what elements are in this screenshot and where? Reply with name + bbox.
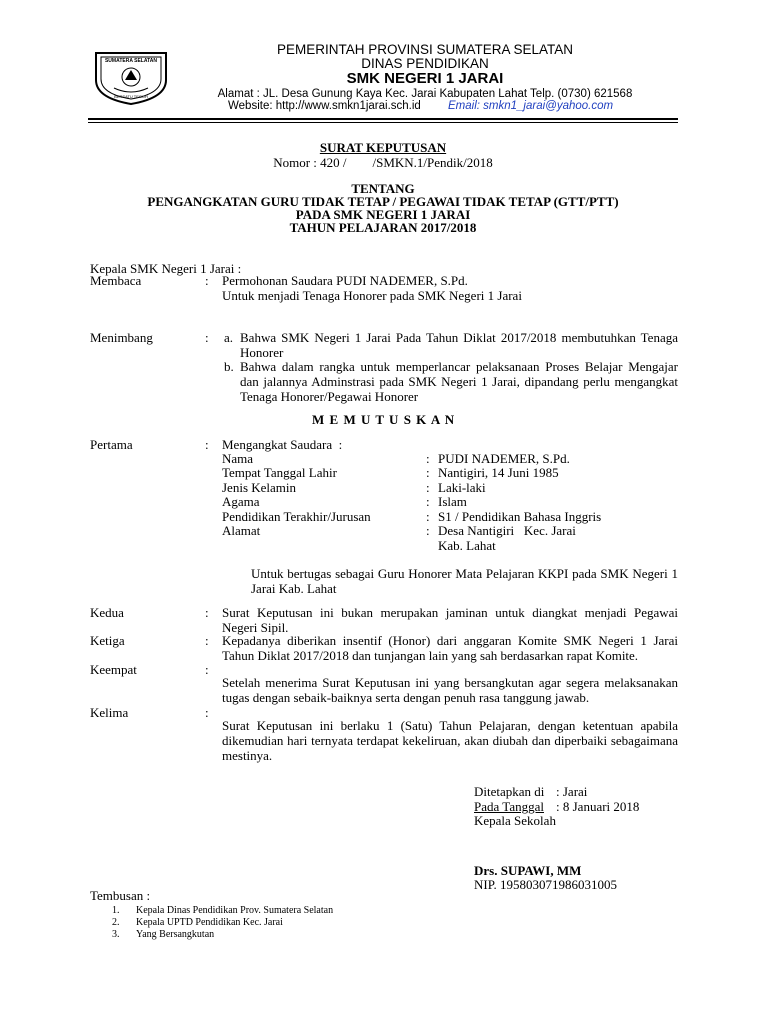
jabatan-text: Kepala Sekolah <box>474 813 556 828</box>
field-value: PUDI NADEMER, S.Pd. <box>438 451 570 466</box>
tembusan-num: 3. <box>112 929 120 940</box>
intro-text: Kepala SMK Negeri 1 Jarai : <box>90 261 242 276</box>
subject-line-3: TAHUN PELAJARAN 2017/2018 <box>289 220 477 235</box>
kedua-colon: : <box>205 605 209 620</box>
field-colon: : <box>426 509 430 524</box>
logo-text-top: SUMATERA SELATAN <box>104 58 158 64</box>
decree-heading: SURAT KEPUTUSAN <box>319 140 447 155</box>
tembusan-item: Kepala UPTD Pendidikan Kec. Jarai <box>136 917 283 928</box>
membaca-label: Membaca <box>90 273 142 288</box>
signatory-name: Drs. SUPAWI, MM <box>474 863 582 878</box>
school-logo <box>92 50 170 106</box>
field-value: S1 / Pendidikan Bahasa Inggris <box>438 509 602 524</box>
field-value: Laki-laki <box>438 480 486 495</box>
kelima-colon: : <box>205 705 209 720</box>
field-colon: : <box>426 451 430 466</box>
menimbang-colon: : <box>205 330 209 345</box>
signatory-nip: NIP. 195803071986031005 <box>474 877 618 892</box>
keempat-colon: : <box>205 662 209 677</box>
tembusan-num: 2. <box>112 917 120 928</box>
field-value: Islam <box>438 494 467 509</box>
keempat-text: Setelah menerima Surat Keputusan ini yang bersangkutan agar segera melaksanakan tugas dengan sebaik-baiknya serta dengan penuh rasa tanggung jawab. <box>222 675 678 705</box>
tembusan-item: Kepala Dinas Pendidikan Prov. Sumatera Selatan <box>136 905 334 916</box>
school-address: Alamat : JL. Desa Gunung Kaya Kec. Jarai Kabupaten Lahat Telp. (0730) 621568 <box>217 88 633 100</box>
pertama-colon: : <box>205 437 209 452</box>
menimbang-a-text: Bahwa SMK Negeri 1 Jarai Pada Tahun Diklat 2017/2018 membutuhkan Tenaga Honorer <box>240 330 678 360</box>
kelima-text: Surat Keputusan ini berlaku 1 (Satu) Tahun Pelajaran, dengan ketentuan apabila dikemudian hari ternyata terdapat kekeliruan, akan diubah dan diperbaiki sebagaimana mestinya. <box>222 718 678 763</box>
membaca-line-1: Permohonan Saudara PUDI NADEMER, S.Pd. <box>222 273 468 288</box>
pertama-intro: Mengangkat Saudara : <box>222 437 343 452</box>
memutuskan-heading: M E M U T U S K A N <box>312 412 456 427</box>
field-colon: : <box>426 494 430 509</box>
tembusan-label: Tembusan : <box>90 888 151 903</box>
dept-name: DINAS PENDIDIKAN <box>361 56 489 71</box>
ketiga-text: Kepadanya diberikan insentif (Honor) dari anggaran Komite SMK Negeri 1 Jarai Tahun Diklat 2017/2018 dan tunjangan lain yang sah berdasarkan rapat Komite. <box>222 633 678 663</box>
field-colon: : <box>426 523 430 538</box>
field-value: Desa Nantigiri Kec. Jarai <box>438 523 576 538</box>
tanggal-label: Pada Tanggal <box>474 799 544 814</box>
field-colon: : <box>426 465 430 480</box>
menimbang-a-marker: a. <box>224 330 234 345</box>
tembusan-num: 1. <box>112 905 120 916</box>
website-text: Website: http://www.smkn1jarai.sch.id <box>228 100 421 112</box>
field-value-alamat-2: Kab. Lahat <box>438 538 496 553</box>
email-text: Email: smkn1_jarai@yahoo.com <box>448 100 614 112</box>
pertama-tugas: Untuk bertugas sebagai Guru Honorer Mata Pelajaran KKPI pada SMK Negeri 1 Jarai Kab. Lahat <box>251 566 678 596</box>
logo-text-bottom: BERSATU TEGUH <box>114 94 148 99</box>
field-label: Alamat <box>222 523 261 538</box>
menimbang-b-text: Bahwa dalam rangka untuk memperlancar pelaksanaan Proses Belajar Mengajar dan jalannya Adminstrasi pada SMK Negeri 1 Jarai, dipandang perlu mengangkat Tenaga Honorer/Pegawai Honorer <box>240 359 678 404</box>
membaca-line-2: Untuk menjadi Tenaga Honorer pada SMK Negeri 1 Jarai <box>222 288 522 303</box>
field-label: Agama <box>222 494 260 509</box>
field-label: Jenis Kelamin <box>222 480 297 495</box>
decree-number: Nomor : 420 / /SMKN.1/Pendik/2018 <box>273 155 493 170</box>
field-value: Nantigiri, 14 Juni 1985 <box>438 465 559 480</box>
gov-name: PEMERINTAH PROVINSI SUMATERA SELATAN <box>276 42 574 57</box>
field-label: Tempat Tanggal Lahir <box>222 465 337 480</box>
menimbang-b-marker: b. <box>224 359 234 374</box>
ditetapkan-label: Ditetapkan di <box>474 784 545 799</box>
header-rule <box>88 118 678 120</box>
subject-line-2: PADA SMK NEGERI 1 JARAI <box>295 207 471 222</box>
kelima-label: Kelima <box>90 705 129 720</box>
ditetapkan-value: : Jarai <box>556 784 588 799</box>
membaca-colon: : <box>205 273 209 288</box>
tentang-heading: TENTANG <box>351 181 415 196</box>
ketiga-label: Ketiga <box>90 633 125 648</box>
tanggal-value: : 8 Januari 2018 <box>556 799 640 814</box>
subject-line-1: PENGANGKATAN GURU TIDAK TETAP / PEGAWAI TIDAK TETAP (GTT/PTT) <box>147 194 619 209</box>
ketiga-colon: : <box>205 633 209 648</box>
menimbang-label: Menimbang <box>90 330 153 345</box>
field-label: Nama <box>222 451 254 466</box>
tembusan-item: Yang Bersangkutan <box>136 929 215 940</box>
field-colon: : <box>426 480 430 495</box>
field-label: Pendidikan Terakhir/Jurusan <box>222 509 371 524</box>
kedua-label: Kedua <box>90 605 124 620</box>
kedua-text: Surat Keputusan ini bukan merupakan jaminan untuk diangkat menjadi Pegawai Negeri Sipil. <box>222 605 678 635</box>
pertama-label: Pertama <box>90 437 133 452</box>
school-name: SMK NEGERI 1 JARAI <box>346 70 504 87</box>
keempat-label: Keempat <box>90 662 137 677</box>
header-rule-thin <box>88 122 678 123</box>
